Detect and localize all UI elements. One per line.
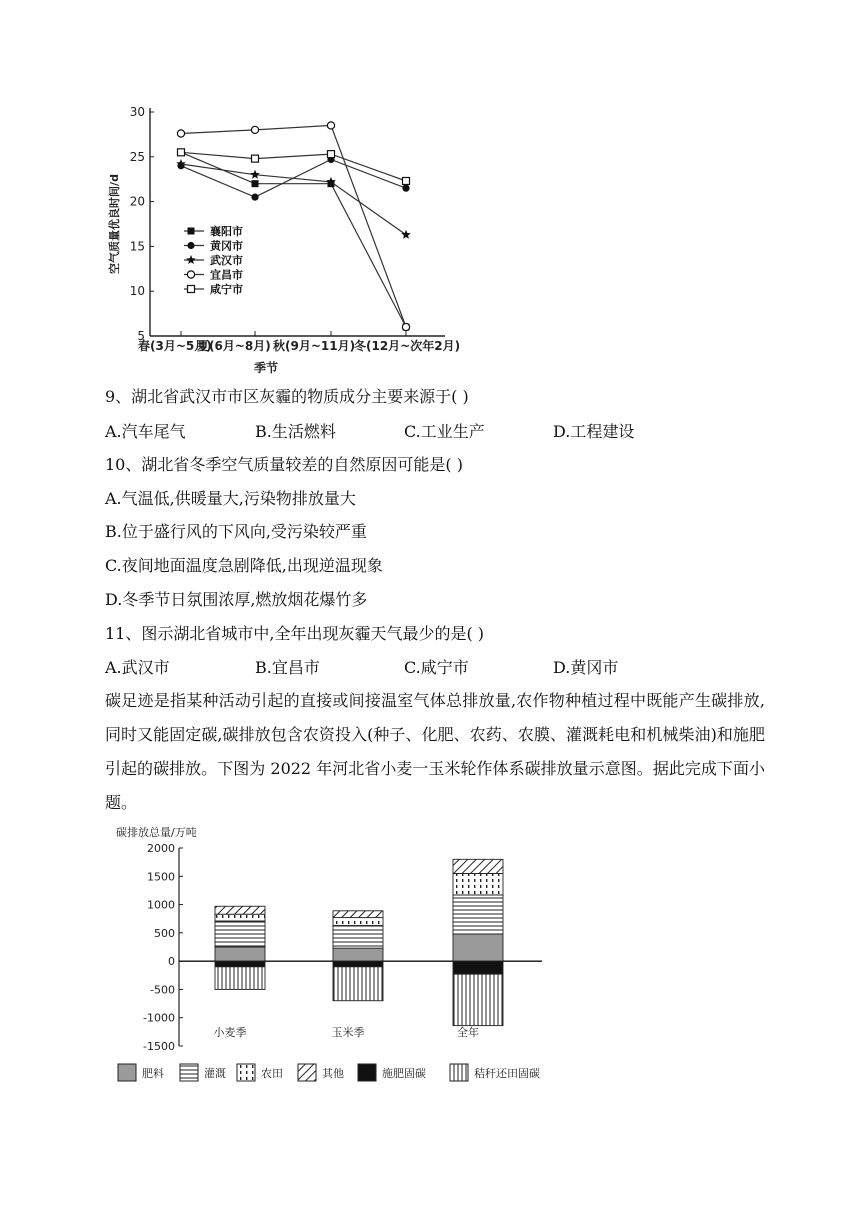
bar-segment [215, 967, 265, 990]
legend-item [184, 239, 243, 253]
bar-segment [333, 918, 383, 926]
legend-swatch [237, 1064, 255, 1081]
y-tick-label: 10 [129, 284, 145, 299]
y-tick-label: 5 [137, 329, 145, 343]
legend-label: 农田 [261, 1067, 283, 1080]
bar-segment [453, 859, 503, 873]
data-point [188, 228, 195, 235]
data-point [188, 286, 195, 293]
y-tick-label: -1000 [143, 1011, 175, 1025]
legend-label: 灌溉 [204, 1067, 226, 1080]
legend-label: 宜昌市 [210, 268, 243, 282]
legend-item [184, 268, 243, 282]
data-point [403, 177, 410, 184]
legend-swatch [358, 1064, 376, 1081]
y-tick-label: 15 [129, 239, 145, 254]
legend-label: 襄阳市 [210, 225, 243, 238]
q11-option-a: A.武汉市 [105, 658, 170, 677]
legend-label: 其他 [322, 1067, 344, 1080]
data-point [327, 122, 334, 129]
legend-swatch [450, 1064, 468, 1081]
q11-option-d: D.黄冈市 [553, 658, 619, 677]
x-category-label: 玉米季 [331, 1026, 365, 1039]
legend-item [180, 1064, 226, 1081]
legend-label: 黄冈市 [210, 239, 243, 253]
x-category-label: 全年 [457, 1026, 479, 1039]
bar-segment [215, 914, 265, 921]
data-point [178, 149, 185, 156]
y-tick-label: 500 [154, 926, 175, 940]
data-point [402, 323, 409, 330]
y-axis-title: 空气质量优良时间/d [108, 174, 121, 274]
data-point [252, 155, 259, 162]
data-point [328, 151, 335, 158]
y-tick-label: 1000 [147, 898, 175, 912]
data-point [177, 130, 184, 137]
q9-option-b: B.生活燃料 [255, 422, 336, 441]
air-quality-line-chart [100, 96, 500, 378]
bar-segment [333, 961, 383, 967]
legend-item [450, 1064, 540, 1081]
y-tick-label: -500 [150, 983, 175, 997]
bar-segment [453, 895, 503, 934]
legend-item [358, 1064, 426, 1081]
data-point [251, 126, 258, 133]
legend-item [298, 1064, 344, 1081]
passage-text: 碳足迹是指某种活动引起的直接或间接温室气体总排放量,农作物种植过程中既能产生碳排放,同时又能固定碳,碳排放包含农资投入(种子、化肥、农药、农膜、灌溉耗电和机械柴油)和施肥引起的碳排放。下图为 2022 年河北省小麦一玉米轮作体系碳排放量示意图。据此完成下面小题。 [105, 691, 765, 812]
q11-option-c: C.咸宁市 [404, 658, 469, 677]
bar-segment [333, 926, 383, 949]
legend-swatch [298, 1064, 316, 1081]
bar-segment [453, 934, 503, 961]
data-point [187, 271, 194, 278]
data-point [186, 255, 196, 264]
data-point [401, 230, 411, 239]
q9-option-a: A.汽车尾气 [105, 422, 186, 441]
q10-option-b: B.位于盛行风的下风向,受污染较严重 [105, 522, 367, 541]
legend-swatch [118, 1064, 136, 1081]
question-10-stem: 10、湖北省冬季空气质量较差的自然原因可能是( ) [105, 455, 463, 474]
legend-item [184, 224, 243, 238]
y-tick-label: 0 [168, 955, 175, 969]
bar-segment [453, 974, 503, 1025]
q10-option-a: A.气温低,供暖量大,污染物排放量大 [105, 489, 356, 508]
legend-label: 肥料 [142, 1067, 164, 1080]
legend-label: 武汉市 [210, 254, 243, 267]
x-category-label: 小麦季 [213, 1026, 247, 1039]
bar-segment [453, 873, 503, 894]
bar-segment [215, 947, 265, 961]
y-tick-label: 2000 [147, 842, 175, 855]
bar-segment [453, 961, 503, 974]
bar-segment [215, 906, 265, 914]
x-category-label: 冬(12月~次年2月) [354, 339, 461, 353]
legend-swatch [180, 1064, 198, 1081]
q10-option-c: C.夜间地面温度急剧降低,出现逆温现象 [105, 556, 383, 575]
y-axis-title: 碳排放总量/万吨 [116, 826, 197, 839]
q11-option-b: B.宜昌市 [255, 658, 320, 677]
legend-label: 秸秆还田固碳 [474, 1067, 540, 1080]
legend-item [184, 253, 243, 267]
data-point [402, 185, 409, 192]
y-tick-label: 25 [129, 149, 145, 164]
data-point [250, 170, 260, 179]
bar-segment [333, 967, 383, 1001]
q9-option-c: C.工业生产 [404, 422, 485, 441]
legend-item [237, 1064, 283, 1081]
data-point [187, 242, 194, 249]
bar-segment [215, 921, 265, 947]
y-tick-label: 20 [129, 194, 145, 209]
data-point [251, 194, 258, 201]
data-point [252, 180, 259, 187]
carbon-emission-bar-chart [100, 824, 570, 1094]
question-9-stem: 9、湖北省武汉市市区灰霾的物质成分主要来源于( ) [105, 387, 469, 406]
bar-segment [215, 961, 265, 967]
bar-segment [333, 911, 383, 918]
question-11-stem: 11、图示湖北省城市中,全年出现灰霾天气最少的是( ) [105, 624, 485, 643]
q9-option-d: D.工程建设 [553, 422, 635, 441]
y-tick-label: 30 [129, 105, 145, 119]
x-category-label: 夏(6月~8月) [197, 339, 271, 353]
x-category-label: 秋(9月~11月) [273, 339, 356, 353]
x-category-label: 春(3月~5月) [138, 339, 212, 353]
legend-label: 施肥固碳 [382, 1067, 426, 1080]
legend-label: 咸宁市 [210, 283, 243, 296]
legend-item [184, 282, 243, 296]
q10-option-d: D.冬季节日氛围浓厚,燃放烟花爆竹多 [105, 590, 368, 609]
y-tick-label: -1500 [143, 1040, 175, 1053]
legend-item [118, 1064, 164, 1081]
x-axis-title: 季节 [253, 361, 279, 375]
y-tick-label: 1500 [147, 870, 175, 884]
bar-segment [333, 948, 383, 961]
